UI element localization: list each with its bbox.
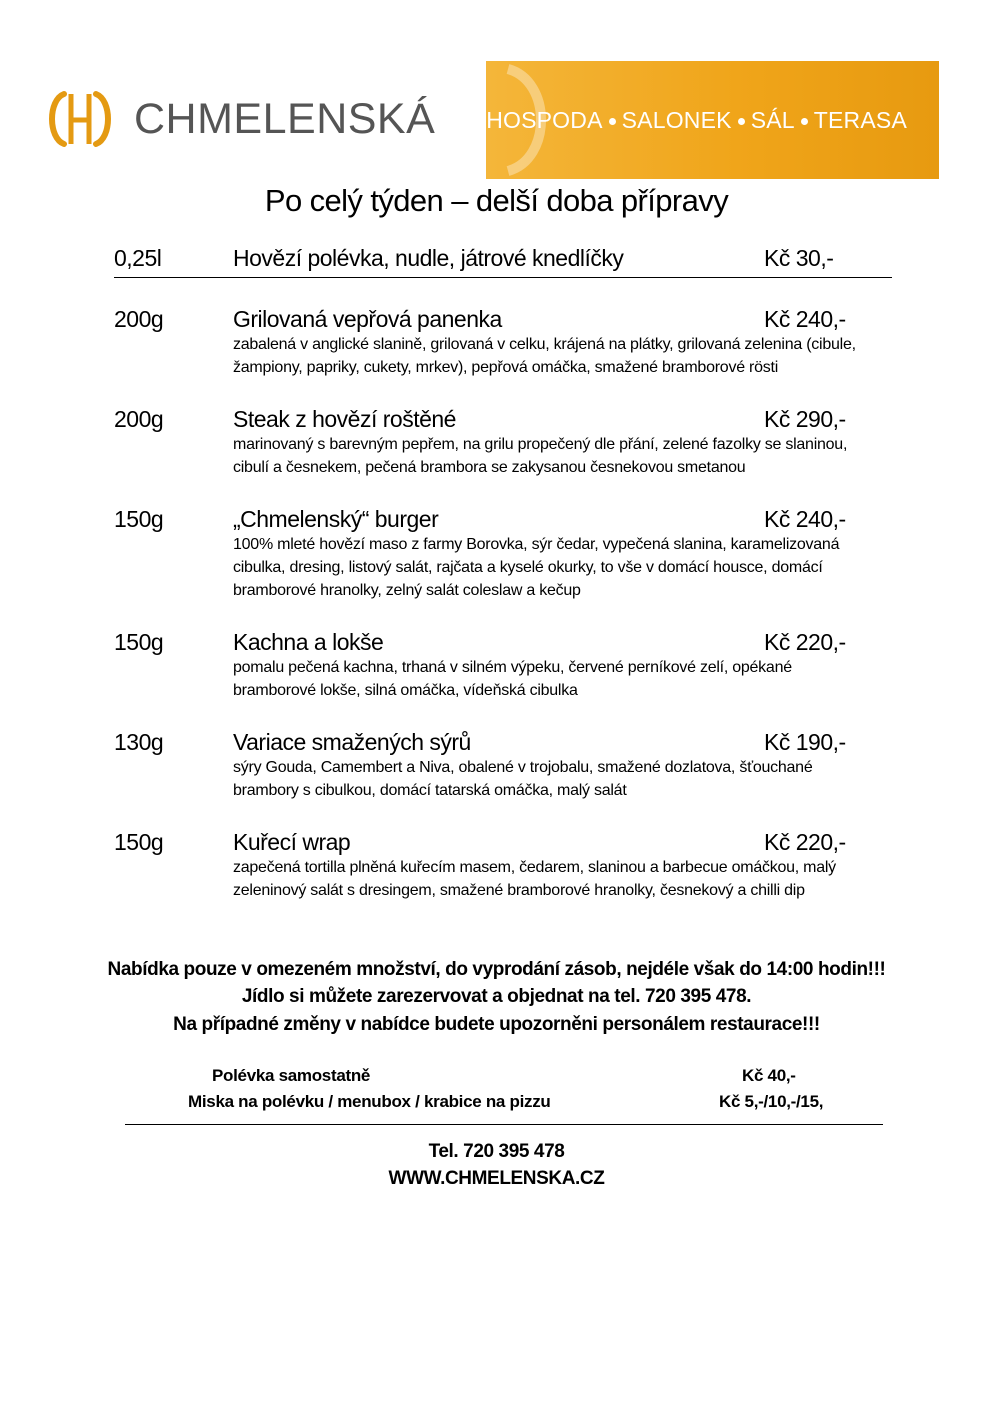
venue-tags <box>486 107 907 134</box>
tag-sal: SÁL <box>750 107 795 133</box>
bullet-dot-icon <box>609 118 616 125</box>
notice-line: Jídlo si můžete zarezervovat a objednat na tel. 720 395 478. <box>241 986 752 1007</box>
bullet-dot-icon <box>738 118 745 125</box>
header-banner <box>486 61 939 179</box>
item-name: Kachna a lokše <box>233 629 384 655</box>
item-weight: 0,25l <box>114 245 162 271</box>
tag-terasa: TERASA <box>813 107 907 133</box>
item-description: zapečená tortilla plněná kuřecím masem, čedarem, slaninou a barbecue omáčkou, malý zeleninový salát s dresingem, smažené bramborové hranolky, česnekový a chilli dip <box>233 859 836 899</box>
extra-price: Kč 40,- <box>742 1066 796 1085</box>
item-description: 100% mleté hovězí maso z farmy Borovka, sýr čedar, vypečená slanina, karamelizovaná cibulka, dresing, listový salát, rajčata a kyselé okurky, to vše v domácí housce, domácí bramborové hranolky, zelný salát coleslaw a kečup <box>233 536 840 599</box>
item-weight: 130g <box>114 729 164 755</box>
item-weight: 150g <box>114 629 164 655</box>
item-description: pomalu pečená kachna, trhaná v silném výpeku, červené perníkové zelí, opékané bramborové lokše, silná omáčka, vídeňská cibulka <box>233 659 792 699</box>
tag-salonek: SALONEK <box>621 107 732 133</box>
item-weight: 200g <box>114 406 164 432</box>
notice-line: Na případné změny v nabídce budete upozorněni personálem restaurace!!! <box>173 1014 820 1035</box>
extra-price: Kč 5,-/10,-/15, <box>719 1092 824 1111</box>
item-price: Kč 240,- <box>764 306 846 332</box>
item-name: Kuřecí wrap <box>233 829 351 855</box>
item-description: zabalená v anglické slanině, grilovaná v celku, krájená na plátky, grilovaná zelenina (cibule, žampiony, papriky, cukety, mrkev), pepřová omáčka, smažené bramborové rösti <box>233 336 856 376</box>
item-weight: 150g <box>114 829 164 855</box>
item-price: Kč 190,- <box>764 729 846 755</box>
item-price: Kč 30,- <box>764 245 834 271</box>
page-title: Po celý týden – delší doba přípravy <box>264 183 729 218</box>
bullet-dot-icon <box>801 118 808 125</box>
item-name: „Chmelenský“ burger <box>233 506 439 532</box>
logo-text: CHMELENSKÁ <box>134 94 436 143</box>
footer-divider <box>125 1124 883 1125</box>
item-weight: 200g <box>114 306 164 332</box>
divider <box>114 277 892 278</box>
item-price: Kč 220,- <box>764 829 846 855</box>
extra-name: Miska na polévku / menubox / krabice na pizzu <box>188 1092 551 1111</box>
extra-name: Polévka samostatně <box>212 1066 371 1085</box>
item-price: Kč 290,- <box>764 406 846 432</box>
tag-hospoda: HOSPODA <box>486 107 603 133</box>
item-name: Hovězí polévka, nudle, játrové knedlíčky <box>233 245 624 271</box>
item-price: Kč 240,- <box>764 506 846 532</box>
item-price: Kč 220,- <box>764 629 846 655</box>
item-name: Variace smažených sýrů <box>233 729 471 755</box>
item-name: Steak z hovězí roštěné <box>233 406 456 432</box>
hop-logo-icon <box>42 90 118 148</box>
item-description: sýry Gouda, Camembert a Niva, obalené v trojobalu, smažené dozlatova, šťouchané brambory s cibulkou, domácí tatarská omáčka, malý salát <box>233 759 813 799</box>
footer-website: WWW.CHMELENSKA.CZ <box>388 1168 605 1189</box>
item-weight: 150g <box>114 506 164 532</box>
notice-line: Nabídka pouze v omezeném množství, do vyprodání zásob, nejdéle však do 14:00 hodin!!! <box>107 959 886 980</box>
logo <box>42 90 435 148</box>
item-name: Grilovaná vepřová panenka <box>233 306 502 332</box>
item-description: marinovaný s barevným pepřem, na grilu propečený dle přání, zelené fazolky se slaninou, cibulí a česnekem, pečená brambora se zakysanou česnekovou smetanou <box>233 436 848 476</box>
footer-phone: Tel. 720 395 478 <box>428 1141 565 1162</box>
